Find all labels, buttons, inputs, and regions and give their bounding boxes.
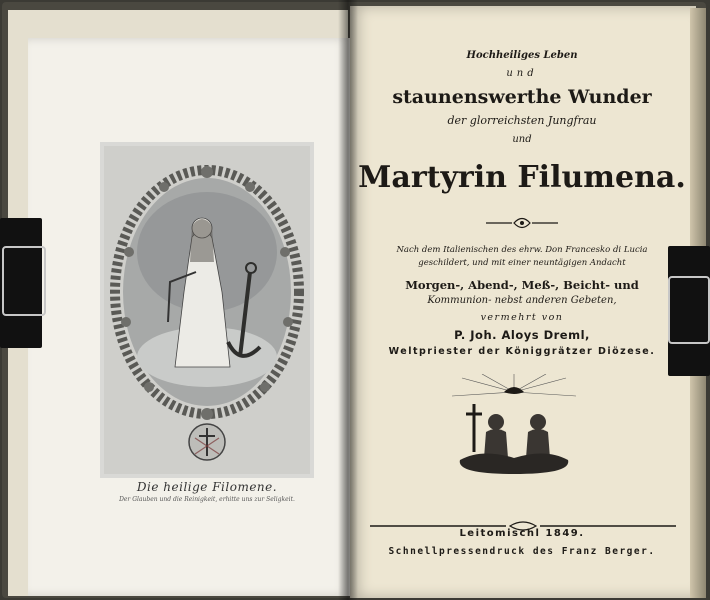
prayers-line-1: Morgen-, Abend-, Meß-, Beicht- und bbox=[405, 278, 639, 292]
holy-trinity-vignette bbox=[452, 374, 576, 478]
title-line-3: staunenswerthe Wunder bbox=[392, 86, 652, 108]
prayers-line-2: Kommunion- nebst anderen Gebeten, bbox=[427, 295, 617, 306]
title-line-2: und bbox=[506, 68, 538, 79]
augmented-by: vermehrt von bbox=[480, 312, 564, 323]
engraving-caption bbox=[100, 480, 314, 503]
saint-filomena-engraving bbox=[100, 142, 314, 478]
author-name: P. Joh. Aloys Dreml, bbox=[454, 328, 590, 342]
printer: Schnellpressendruck des Franz Berger. bbox=[388, 546, 656, 557]
publication-place-year: Leitomischl 1849. bbox=[459, 528, 585, 539]
author-title: Weltpriester der Königgrätzer Diözese. bbox=[388, 346, 656, 357]
title-line-5: und bbox=[512, 134, 532, 145]
binder-clip-right-wire bbox=[668, 276, 710, 344]
source-line-2: geschildert, und mit einer neuntägigen Andacht bbox=[418, 258, 626, 268]
title-line-1: Hochheiliges Leben bbox=[466, 50, 578, 61]
caption-subtitle: Der Glauben und die Reinigkeit, erhitte uns zur Seligkeit. bbox=[119, 496, 295, 503]
source-line-1: Nach dem Italienischen des ehrw. Don Francesko di Lucia bbox=[396, 245, 648, 255]
binder-clip-left-wire bbox=[2, 246, 46, 316]
source-note bbox=[352, 244, 692, 270]
main-title: Martyrin Filumena. bbox=[358, 160, 686, 195]
title-line-4: der glorreichsten Jungfrau bbox=[447, 114, 597, 127]
caption-title: Die heilige Filomene. bbox=[136, 480, 278, 494]
ornament-divider bbox=[486, 214, 558, 232]
book-spine bbox=[338, 0, 358, 600]
